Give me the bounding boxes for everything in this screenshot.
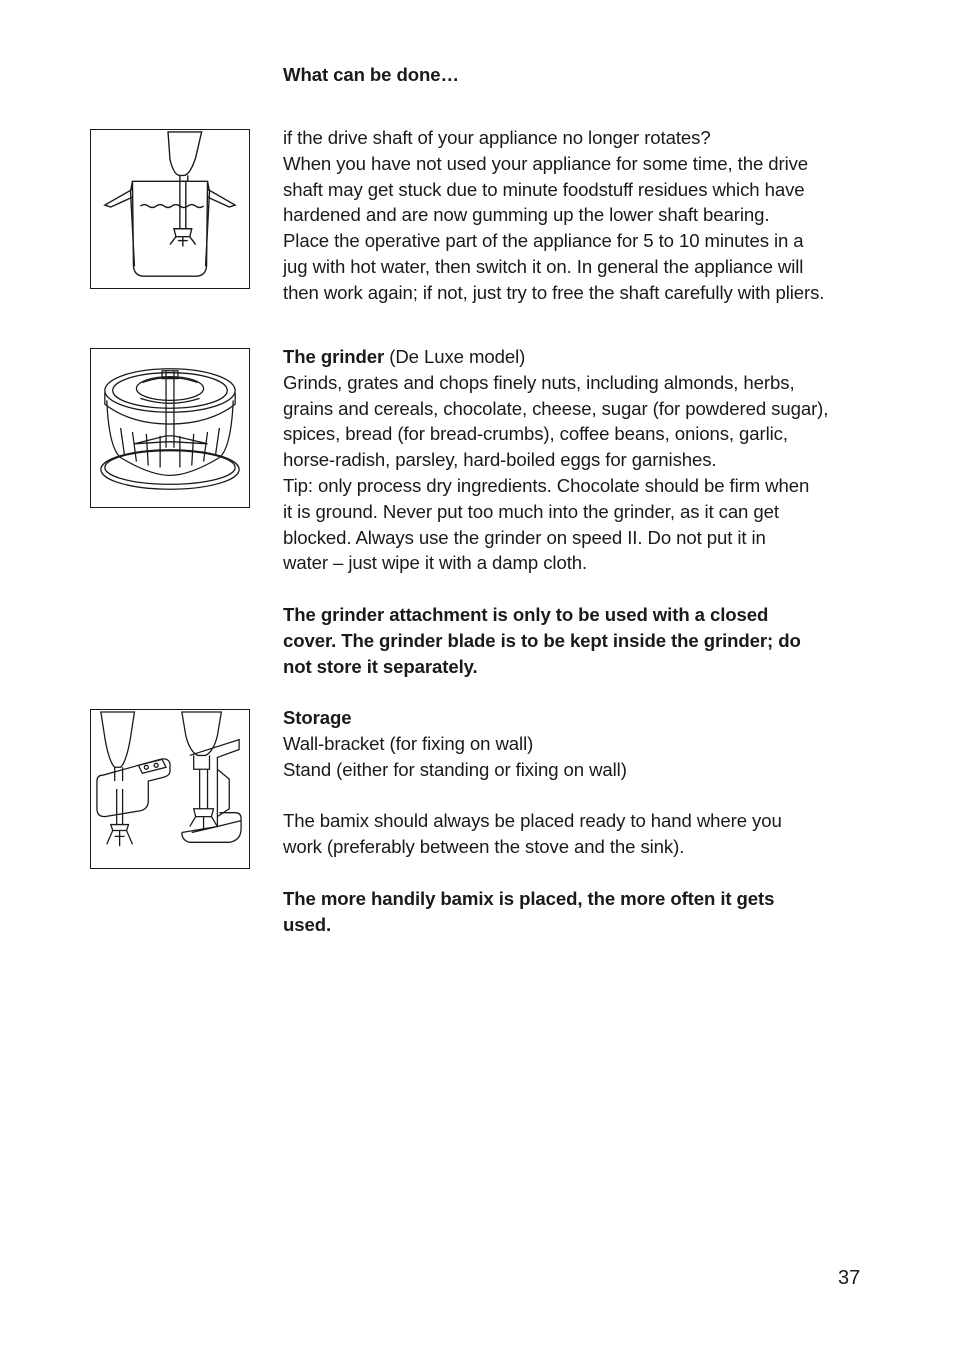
storage-illustration [90, 709, 250, 869]
drive-shaft-line: Place the operative part of the appliance for 5 to 10 minutes in a [283, 230, 804, 252]
grinder-line: water – just wipe it with a damp cloth. [283, 552, 588, 574]
grinder-section [283, 344, 883, 576]
grinder-line: Tip: only process dry ingredients. Chocolate should be firm when [283, 474, 810, 496]
grinder-title-bold: The grinder [283, 346, 385, 367]
page-number: 37 [838, 1267, 861, 1289]
grinder-warning-line: The grinder attachment is only to be used with a closed [283, 604, 769, 625]
grinder-icon [91, 349, 249, 507]
jug-illustration [90, 129, 250, 289]
grinder-title [283, 344, 883, 370]
grinder-line: blocked. Always use the grinder on speed II. Do not put it in [283, 526, 766, 548]
drive-shaft-line: shaft may get stuck due to minute foodstuff residues which have [283, 178, 805, 200]
storage-section [283, 705, 883, 782]
grinder-warning-line: not store it separately. [283, 655, 478, 677]
drive-shaft-line: if the drive shaft of your appliance no longer rotates? [283, 127, 711, 148]
blender-in-jug-icon [91, 130, 249, 288]
grinder-line: spices, bread (for bread-crumbs), coffee beans, onions, garlic, [283, 423, 788, 445]
grinder-line: grains and cereals, chocolate, cheese, sugar (for powdered sugar), [283, 397, 829, 419]
drive-shaft-line: jug with hot water, then switch it on. In general the appliance will [283, 255, 804, 277]
storage-closing [283, 886, 883, 938]
drive-shaft-line: hardened and are now gumming up the lower shaft bearing. [283, 204, 770, 226]
grinder-line: it is ground. Never put too much into the grinder, as it can get [283, 500, 779, 522]
storage-closing-line: The more handily bamix is placed, the more often it gets [283, 888, 775, 909]
storage-title: Storage [283, 707, 352, 728]
page-heading [283, 62, 883, 88]
storage-para-line: The bamix should always be placed ready to hand where you [283, 810, 782, 831]
storage-para-line: work (preferably between the stove and the sink). [283, 835, 685, 857]
storage-paragraph [283, 808, 883, 860]
storage-line: Wall-bracket (for fixing on wall) [283, 732, 534, 754]
drive-shaft-section [283, 125, 883, 306]
drive-shaft-line: When you have not used your appliance for some time, the drive [283, 152, 809, 174]
grinder-line: horse-radish, parsley, hard-boiled eggs for garnishes. [283, 449, 717, 471]
grinder-warning [283, 602, 883, 679]
heading-text: What can be done… [283, 64, 459, 85]
storage-line: Stand (either for standing or fixing on wall) [283, 758, 627, 780]
storage-closing-line: used. [283, 913, 332, 935]
grinder-title-model: (De Luxe model) [384, 346, 526, 367]
wall-bracket-and-stand-icon [91, 710, 249, 868]
grinder-illustration [90, 348, 250, 508]
grinder-warning-line: cover. The grinder blade is to be kept inside the grinder; do [283, 629, 801, 651]
grinder-line: Grinds, grates and chops finely nuts, including almonds, herbs, [283, 371, 795, 393]
drive-shaft-line: then work again; if not, just try to free the shaft carefully with pliers. [283, 281, 825, 303]
